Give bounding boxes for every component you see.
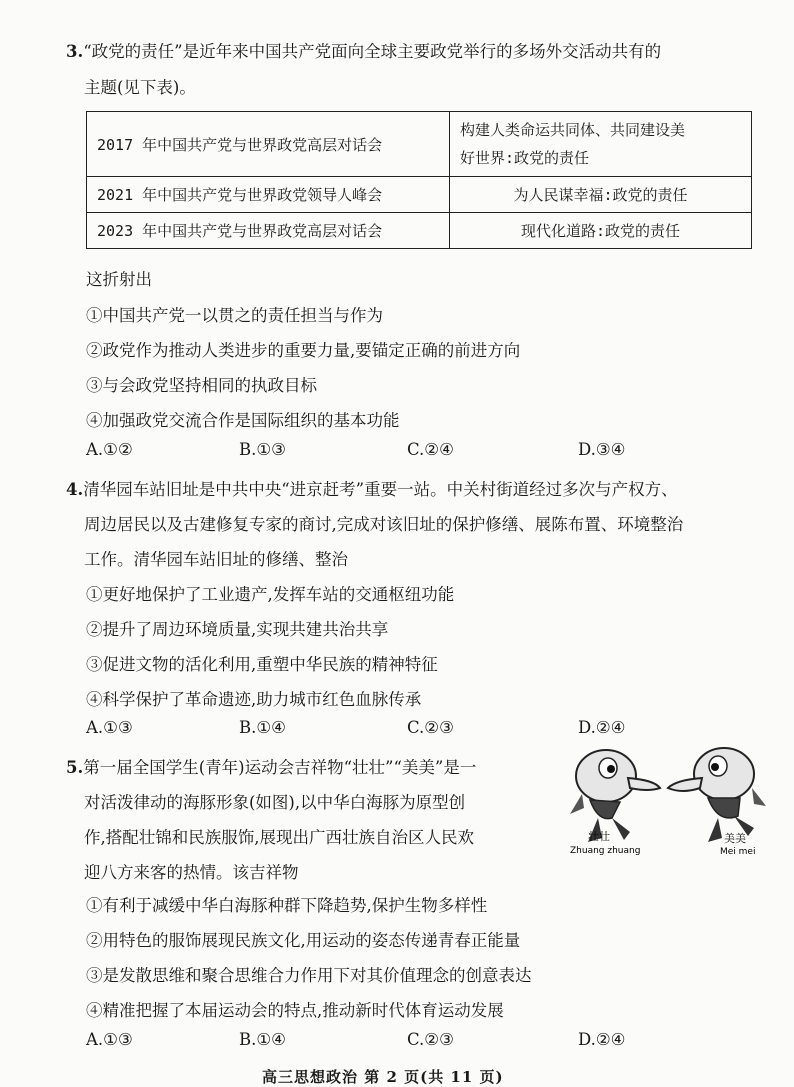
q4-choice-a[interactable]: A.①③ [86,718,133,737]
q4-choice-b[interactable]: B.①④ [239,718,286,737]
q5-choice-c[interactable]: C.②③ [407,1030,454,1049]
q4-option-4: ④科学保护了革命遗迹,助力城市红色血脉传承 [86,690,422,709]
table-cell-event: 2023 年中国共产党与世界政党高层对话会 [87,213,450,249]
table-row [87,213,752,249]
mascot-left-cn: 壮壮 [588,830,610,843]
q4-option-1: ①更好地保护了工业遗产,发挥车站的交通枢纽功能 [86,585,455,604]
table-cell-event: 2017 年中国共产党与世界政党高层对话会 [87,112,450,177]
q3-option-3: ③与会政党坚持相同的执政目标 [86,376,317,395]
q3-stem-line2: 主题(见下表)。 [84,78,196,97]
q4-option-3: ③促进文物的活化利用,重塑中华民族的精神特征 [86,655,438,674]
q4-stem-line3: 工作。清华园车站旧址的修缮、整治 [84,550,348,569]
dolphin-left-icon [570,750,660,842]
q3-lead: 这折射出 [86,270,152,289]
q3-option-4: ④加强政党交流合作是国际组织的基本功能 [86,411,400,430]
q4-stem-line2: 周边居民以及古建修复专家的商讨,完成对该旧址的保护修缮、展陈布置、环境整治 [84,515,684,534]
q5-choice-a[interactable]: A.①③ [86,1030,133,1049]
q5-stem-line3: 作,搭配壮锦和民族服饰,展现出广西壮族自治区人民欢 [84,828,474,847]
q4-choice-c[interactable]: C.②③ [407,718,454,737]
q3-choice-a[interactable]: A.①② [86,440,133,459]
table-cell-topic: 现代化道路:政党的责任 [450,213,752,249]
table-cell-event: 2021 年中国共产党与世界政党领导人峰会 [87,177,450,213]
q3-option-1: ①中国共产党一以贯之的责任担当与作为 [86,306,383,325]
q5-option-3: ③是发散思维和聚合思维合力作用下对其价值理念的创意表达 [86,966,532,985]
mascot-illustration [568,738,768,858]
q5-option-4: ④精准把握了本届运动会的特点,推动新时代体育运动发展 [86,1001,504,1020]
q3-choice-b[interactable]: B.①③ [239,440,286,459]
q3-stem-line1: 3.“政党的责任”是近年来中国共产党面向全球主要政党举行的多场外交活动共有的 [66,42,662,61]
q3-number: 3. [66,42,84,61]
q5-choice-d[interactable]: D.②④ [578,1030,626,1049]
page-footer: 高三思想政治 第 2 页(共 11 页) [262,1068,504,1086]
table-cell-topic: 构建人类命运共同体、共同建设美 好世界:政党的责任 [450,112,752,177]
q4-choice-d[interactable]: D.②④ [578,718,626,737]
mascot-right-en: Mei mei [720,847,756,857]
q5-stem-line2: 对活泼律动的海豚形象(如图),以中华白海豚为原型创 [84,793,466,812]
q5-stem-line4: 迎八方来客的热情。该吉祥物 [84,863,299,882]
q5-number: 5. [66,758,84,777]
q5-stem-line1: 5.第一届全国学生(青年)运动会吉祥物“壮壮”“美美”是一 [66,758,477,777]
table-cell-topic: 为人民谋幸福:政党的责任 [450,177,752,213]
table-row [87,112,752,177]
q3-choice-d[interactable]: D.③④ [578,440,626,459]
q3-choice-c[interactable]: C.②④ [407,440,454,459]
mascot-left-en: Zhuang zhuang [570,846,641,856]
q5-option-1: ①有利于减缓中华白海豚种群下降趋势,保护生物多样性 [86,896,488,915]
q5-option-2: ②用特色的服饰展现民族文化,用运动的姿态传递青春正能量 [86,931,521,950]
mascot-right-cn: 美美 [724,832,746,845]
q4-number: 4. [66,480,84,499]
q5-choice-b[interactable]: B.①④ [239,1030,286,1049]
q4-option-2: ②提升了周边环境质量,实现共建共治共享 [86,620,389,639]
q3-theme-table [86,111,752,249]
table-row [87,177,752,213]
q3-option-2: ②政党作为推动人类进步的重要力量,要锚定正确的前进方向 [86,341,521,360]
dolphin-right-icon [668,748,766,842]
q4-stem-line1: 4.清华园车站旧址是中共中央“进京赶考”重要一站。中关村街道经过多次与产权方、 [66,480,678,499]
